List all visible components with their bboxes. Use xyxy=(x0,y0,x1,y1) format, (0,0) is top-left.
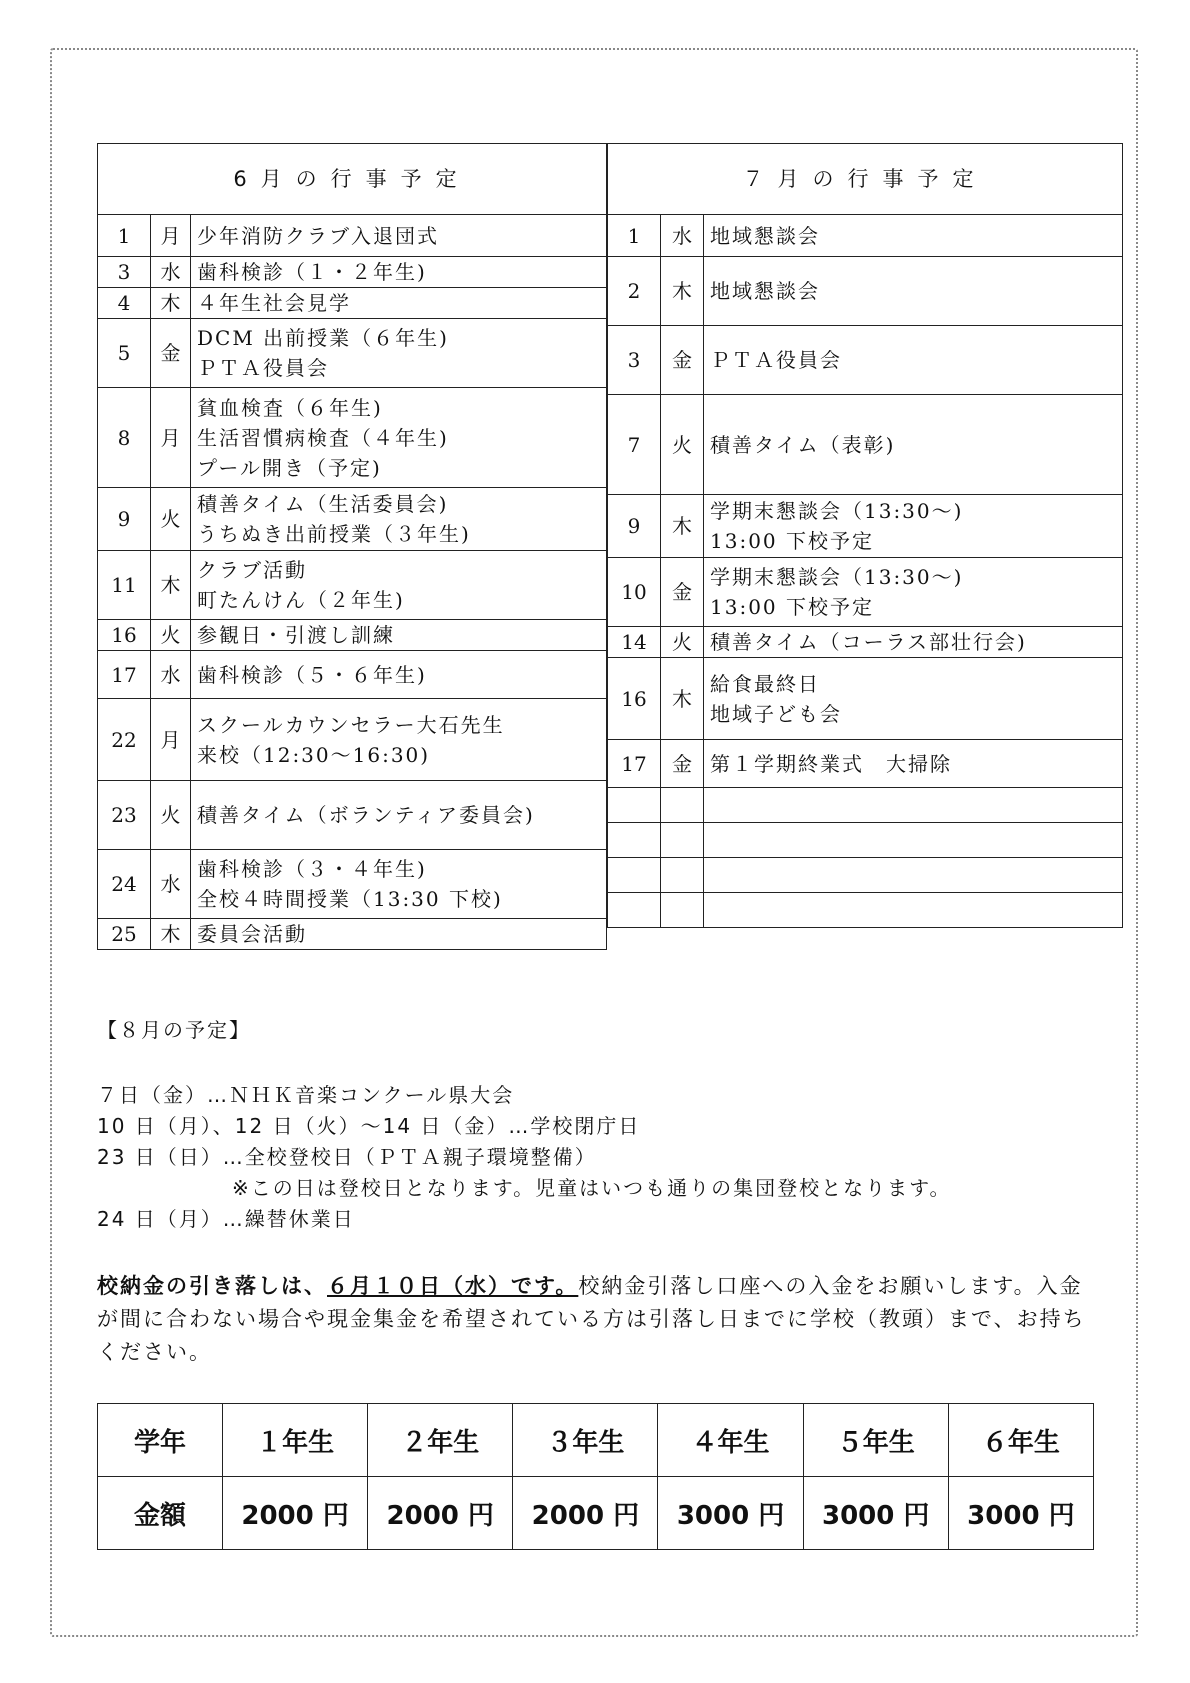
day-cell: 7 xyxy=(608,395,661,495)
june-row xyxy=(98,850,607,919)
day-cell: 10 xyxy=(608,558,661,627)
blank-cell xyxy=(661,823,704,858)
day-cell: 2 xyxy=(608,257,661,326)
june-row xyxy=(98,551,607,620)
june-row xyxy=(98,781,607,850)
event-text: ＰＴＡ役員会 xyxy=(197,356,329,380)
event-cell xyxy=(704,395,1123,495)
day-cell: 16 xyxy=(98,620,151,651)
event-text: クラブ活動 xyxy=(197,558,307,582)
weekday-cell: 木 xyxy=(151,551,191,620)
blank-cell xyxy=(704,788,1123,823)
event-text: 積善タイム（コーラス部壮行会) xyxy=(710,630,1027,654)
event-cell xyxy=(704,558,1123,627)
day-cell: 24 xyxy=(98,850,151,919)
day-cell: 23 xyxy=(98,781,151,850)
event-text: ＰＴＡ役員会 xyxy=(710,348,842,372)
june-schedule-table xyxy=(97,143,607,950)
event-cell xyxy=(704,215,1123,257)
event-text: 来校（12:30～16:30) xyxy=(197,742,431,767)
weekday-cell: 月 xyxy=(151,699,191,781)
day-cell: 11 xyxy=(98,551,151,620)
event-text: 積善タイム（ボランティア委員会) xyxy=(197,803,535,827)
event-text: 町たんけん（２年生) xyxy=(197,588,405,612)
event-cell xyxy=(191,651,607,699)
june-row xyxy=(98,288,607,319)
grade-cell: ４年生 xyxy=(658,1404,803,1477)
fee-notice-date: ６月１０日（水）です。 xyxy=(327,1274,579,1298)
weekday-cell: 金 xyxy=(661,558,704,627)
june-title: 6月の行事予定 xyxy=(98,144,607,215)
july-title: ７月の行事予定 xyxy=(608,144,1123,215)
amount-cell: 3000 円 xyxy=(803,1477,948,1550)
event-text: 13:00 下校予定 xyxy=(710,595,874,619)
weekday-cell: 水 xyxy=(151,651,191,699)
event-cell xyxy=(191,388,607,488)
weekday-cell: 金 xyxy=(151,319,191,388)
event-cell xyxy=(191,620,607,651)
event-text: 地域懇談会 xyxy=(710,279,820,303)
june-row xyxy=(98,651,607,699)
weekday-cell: 水 xyxy=(661,215,704,257)
event-cell xyxy=(191,850,607,919)
weekday-cell: 火 xyxy=(661,627,704,658)
day-cell: 25 xyxy=(98,919,151,950)
weekday-cell: 木 xyxy=(661,658,704,740)
amount-cell: 2000 円 xyxy=(513,1477,658,1550)
august-note: ※この日は登校日となります。児童はいつも通りの集団登校となります。 xyxy=(232,1176,952,1200)
fee-notice-text: 校納金引落し口座への入金をお願いします。入金が間に合わない場合や現金集金を希望されている方は引落し日までに学校（教頭）まで、お持ちください。 xyxy=(97,1274,1086,1364)
event-text: 給食最終日 xyxy=(710,671,820,696)
july-row xyxy=(608,627,1123,658)
august-line: 24 日（月）…繰替休業日 xyxy=(97,1207,355,1231)
event-text: 参観日・引渡し訓練 xyxy=(197,623,395,647)
day-cell: 22 xyxy=(98,699,151,781)
weekday-cell: 火 xyxy=(151,488,191,551)
day-cell: 5 xyxy=(98,319,151,388)
june-row xyxy=(98,620,607,651)
weekday-cell: 月 xyxy=(151,388,191,488)
event-text: ４年生社会見学 xyxy=(197,291,351,315)
weekday-cell: 木 xyxy=(661,495,704,558)
blank-cell xyxy=(608,858,661,893)
june-row xyxy=(98,319,607,388)
blank-cell xyxy=(704,823,1123,858)
june-row xyxy=(98,699,607,781)
june-row xyxy=(98,919,607,950)
blank-cell xyxy=(608,893,661,928)
weekday-cell: 木 xyxy=(661,257,704,326)
day-cell: 4 xyxy=(98,288,151,319)
weekday-cell: 火 xyxy=(151,620,191,651)
june-row xyxy=(98,388,607,488)
august-line: 23 日（日）…全校登校日（ＰＴＡ親子環境整備） xyxy=(97,1145,597,1169)
day-cell: 16 xyxy=(608,658,661,740)
weekday-cell: 金 xyxy=(661,326,704,395)
event-text: DCM 出前授業（６年生) xyxy=(197,326,449,350)
event-text: 歯科検診（１・２年生) xyxy=(197,260,427,284)
event-cell xyxy=(191,551,607,620)
event-cell xyxy=(704,627,1123,658)
grade-cell: ２年生 xyxy=(368,1404,513,1477)
fee-grade-row xyxy=(98,1404,1094,1477)
event-cell xyxy=(191,319,607,388)
day-cell: 9 xyxy=(608,495,661,558)
blank-cell xyxy=(661,858,704,893)
weekday-cell: 木 xyxy=(151,288,191,319)
fee-amount-row xyxy=(98,1477,1094,1550)
fee-notice-bold: 校納金の引き落しは、 xyxy=(97,1274,327,1298)
june-row xyxy=(98,257,607,288)
event-text: 学期末懇談会（13:30～) xyxy=(710,499,964,523)
blank-cell xyxy=(608,788,661,823)
event-text: うちぬき出前授業（３年生) xyxy=(197,522,471,546)
august-title: 【８月の予定】 xyxy=(97,1018,251,1042)
grade-cell: ５年生 xyxy=(803,1404,948,1477)
day-cell: 14 xyxy=(608,627,661,658)
weekday-cell: 月 xyxy=(151,215,191,257)
day-cell: 3 xyxy=(98,257,151,288)
event-text: 地域子ども会 xyxy=(710,701,842,726)
event-cell xyxy=(704,326,1123,395)
event-cell xyxy=(704,495,1123,558)
day-cell: 17 xyxy=(98,651,151,699)
july-blank-row xyxy=(608,823,1123,858)
weekday-cell: 水 xyxy=(151,850,191,919)
blank-cell xyxy=(661,893,704,928)
day-cell: 17 xyxy=(608,740,661,788)
event-cell xyxy=(704,740,1123,788)
june-row xyxy=(98,215,607,257)
amount-header: 金額 xyxy=(98,1477,223,1550)
blank-cell xyxy=(704,858,1123,893)
grade-cell: ３年生 xyxy=(513,1404,658,1477)
event-text: 委員会活動 xyxy=(197,922,307,946)
july-row xyxy=(608,326,1123,395)
july-blank-row xyxy=(608,858,1123,893)
blank-cell xyxy=(608,823,661,858)
amount-cell: 2000 円 xyxy=(368,1477,513,1550)
june-row xyxy=(98,488,607,551)
july-row xyxy=(608,740,1123,788)
event-text: プール開き（予定) xyxy=(197,455,382,480)
fee-notice xyxy=(97,1270,1097,1369)
day-cell: 8 xyxy=(98,388,151,488)
grade-cell: ６年生 xyxy=(948,1404,1093,1477)
event-text: 歯科検診（５・６年生) xyxy=(197,662,427,687)
event-text: 地域懇談会 xyxy=(710,223,820,248)
event-cell xyxy=(704,257,1123,326)
event-text: 第１学期終業式 大掃除 xyxy=(710,751,952,776)
event-text: 13:00 下校予定 xyxy=(710,529,874,553)
july-row xyxy=(608,558,1123,627)
blank-cell xyxy=(704,893,1123,928)
july-blank-row xyxy=(608,788,1123,823)
grade-cell: １年生 xyxy=(223,1404,368,1477)
event-cell xyxy=(704,658,1123,740)
event-cell xyxy=(191,257,607,288)
day-cell: 1 xyxy=(608,215,661,257)
fee-table xyxy=(97,1403,1094,1550)
august-line: ７日（金）…ＮＨＫ音楽コンクール県大会 xyxy=(97,1083,515,1107)
july-row xyxy=(608,395,1123,495)
event-cell xyxy=(191,288,607,319)
event-text: スクールカウンセラー大石先生 xyxy=(197,712,505,737)
event-cell xyxy=(191,781,607,850)
amount-cell: 3000 円 xyxy=(948,1477,1093,1550)
amount-cell: 3000 円 xyxy=(658,1477,803,1550)
event-cell xyxy=(191,215,607,257)
weekday-cell: 木 xyxy=(151,919,191,950)
event-text: 積善タイム（生活委員会) xyxy=(197,492,449,516)
weekday-cell: 金 xyxy=(661,740,704,788)
blank-cell xyxy=(661,788,704,823)
day-cell: 9 xyxy=(98,488,151,551)
event-text: 貧血検査（６年生) xyxy=(197,395,383,420)
event-cell xyxy=(191,488,607,551)
august-line: 10 日（月）、12 日（火）～14 日（金）…学校閉庁日 xyxy=(97,1114,641,1138)
july-row xyxy=(608,215,1123,257)
july-row xyxy=(608,495,1123,558)
event-text: 積善タイム（表彰) xyxy=(710,432,896,457)
event-text: 全校４時間授業（13:30 下校) xyxy=(197,887,503,911)
event-text: 歯科検診（３・４年生) xyxy=(197,857,427,881)
event-cell xyxy=(191,919,607,950)
july-blank-row xyxy=(608,893,1123,928)
day-cell: 3 xyxy=(608,326,661,395)
grade-header: 学年 xyxy=(98,1404,223,1477)
day-cell: 1 xyxy=(98,215,151,257)
weekday-cell: 火 xyxy=(661,395,704,495)
july-row xyxy=(608,658,1123,740)
event-text: 生活習慣病検査（４年生) xyxy=(197,425,449,450)
weekday-cell: 火 xyxy=(151,781,191,850)
weekday-cell: 水 xyxy=(151,257,191,288)
july-schedule-table xyxy=(607,143,1123,928)
event-text: 少年消防クラブ入退団式 xyxy=(197,223,439,248)
event-text: 学期末懇談会（13:30～) xyxy=(710,565,964,589)
event-cell xyxy=(191,699,607,781)
july-row xyxy=(608,257,1123,326)
amount-cell: 2000 円 xyxy=(223,1477,368,1550)
